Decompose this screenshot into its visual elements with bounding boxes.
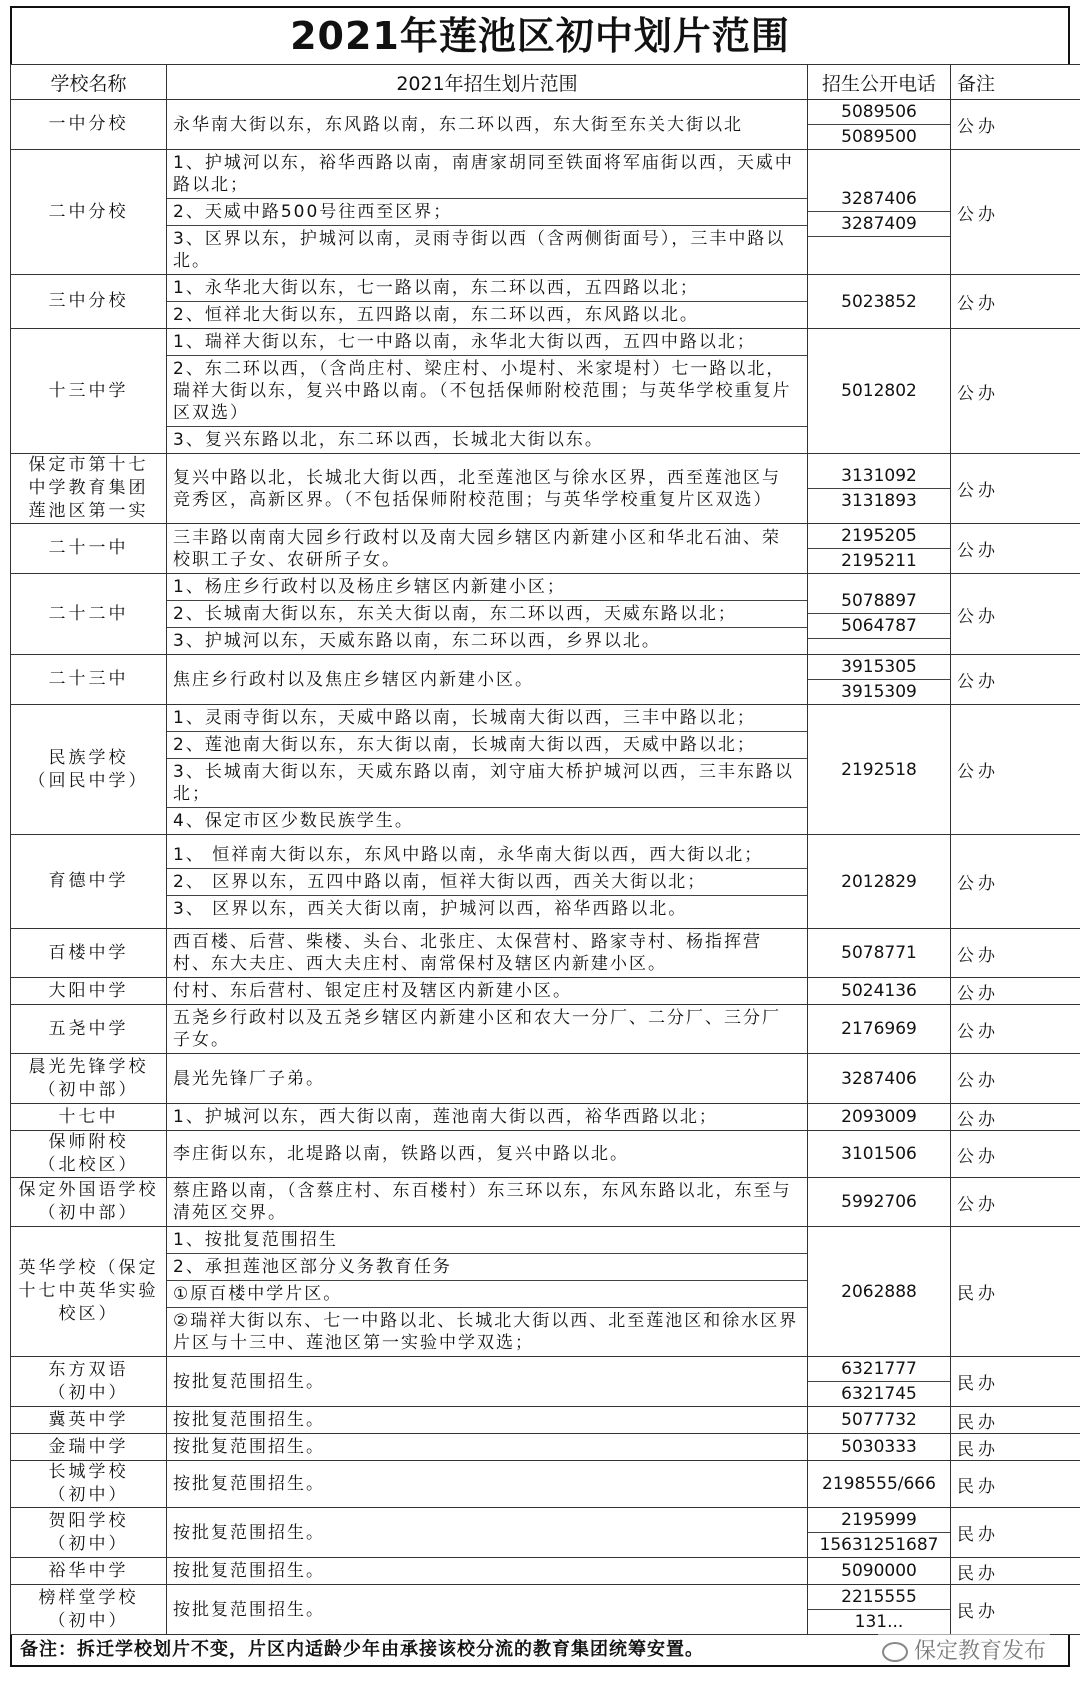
school-name-cell <box>11 655 167 705</box>
phone-number: 3131893 <box>841 491 917 511</box>
phone-number: 131... <box>854 1612 904 1632</box>
school-name-line: （初中） <box>48 1610 129 1631</box>
school-name-cell <box>11 1357 167 1407</box>
range-item: 晨光先锋厂子弟。 <box>173 1068 325 1089</box>
range-cell <box>167 1131 808 1178</box>
school-name-line: 保师附校 <box>48 1132 129 1152</box>
school-name-line: 冀英中学 <box>48 1409 129 1430</box>
school-name-line: （初中部） <box>38 1079 139 1100</box>
range-item: 2、 区界以东，五四中路以南，恒祥大街以西，西关大街以北； <box>167 869 807 896</box>
note-cell: 民办 <box>951 1407 1080 1434</box>
school-name-cell <box>11 524 167 574</box>
school-name-line: 一中分校 <box>48 114 129 134</box>
school-name-line: 榜样堂学校 <box>38 1587 139 1608</box>
table-row <box>11 574 1080 655</box>
phone-number: 3287406 <box>808 187 950 212</box>
note-cell: 公办 <box>951 1005 1080 1054</box>
watermark-text: 保定教育发布 <box>913 1639 1046 1664</box>
school-name-line: 中学教育集团 <box>28 478 149 498</box>
table-row <box>11 978 1080 1005</box>
phone-number: 3131092 <box>808 464 950 489</box>
range-cell <box>167 150 808 275</box>
note-cell: 公办 <box>951 655 1080 705</box>
table-row <box>11 275 1080 329</box>
school-name-cell <box>11 454 167 524</box>
table-row <box>11 150 1080 275</box>
school-name-line: 莲池区第一实 <box>28 501 149 521</box>
phone-number: 5077732 <box>841 1410 917 1430</box>
phone-cell <box>808 929 951 978</box>
school-name-line: 三中分校 <box>48 291 129 311</box>
school-name-line: 二十二中 <box>48 603 129 624</box>
school-name-line: （初中） <box>48 1485 129 1505</box>
watermark <box>878 1634 1050 1665</box>
school-name-cell <box>11 1104 167 1131</box>
note-cell: 民办 <box>951 1227 1080 1357</box>
phone-number: 2093009 <box>841 1107 917 1127</box>
phone-number: 5089506 <box>808 100 950 125</box>
school-name-line: 东方双语 <box>48 1359 129 1380</box>
school-name-line: 二十三中 <box>48 669 129 689</box>
phone-cell <box>808 655 951 705</box>
table-row <box>11 1434 1080 1461</box>
range-cell <box>167 1357 808 1407</box>
phone-number: 3915305 <box>808 655 950 680</box>
zoning-table <box>10 64 1080 1635</box>
phone-number: 3287409 <box>808 212 950 237</box>
phone-cell <box>808 835 951 929</box>
header-note: 备注 <box>951 65 1080 100</box>
range-cell <box>167 454 808 524</box>
phone-cell <box>808 1104 951 1131</box>
table-row <box>11 705 1080 835</box>
phone-cell <box>808 1558 951 1585</box>
school-name-cell <box>11 1508 167 1558</box>
school-name-line: 长城学校 <box>48 1462 129 1482</box>
school-name-cell <box>11 978 167 1005</box>
table-header-row <box>11 65 1080 100</box>
school-name-cell <box>11 1558 167 1585</box>
school-name-cell <box>11 1585 167 1635</box>
range-item: 按批复范围招生。 <box>173 1410 325 1430</box>
phone-cell <box>808 1178 951 1227</box>
range-item: 永华南大街以东，东风路以南，东二环以西，东大街至东关大街以北 <box>173 114 743 135</box>
note-cell: 民办 <box>951 1357 1080 1407</box>
table-row <box>11 1508 1080 1558</box>
range-item: ②瑞祥大街以东、七一中路以北、长城北大街以西、北至莲池区和徐水区界片区与十三中、莲池区第一实验中学双选； <box>173 1311 799 1353</box>
range-item: 2、承担莲池区部分义务教育任务 <box>167 1254 807 1281</box>
range-cell <box>167 1178 808 1227</box>
range-cell <box>167 1434 808 1461</box>
note-cell: 公办 <box>951 275 1080 329</box>
note-cell: 公办 <box>951 978 1080 1005</box>
range-item: 3、护城河以东，天威东路以南，东二环以西，乡界以北。 <box>173 631 661 651</box>
school-name-cell <box>11 100 167 150</box>
phone-number: 3915309 <box>841 682 917 702</box>
range-cell <box>167 1558 808 1585</box>
range-item: 李庄街以东，北堤路以南，铁路以西，复兴中路以北。 <box>173 1144 629 1164</box>
school-name-cell <box>11 835 167 929</box>
phone-number: 2215555 <box>808 1585 950 1610</box>
document-page <box>10 6 1070 1667</box>
range-cell <box>167 1585 808 1635</box>
range-item: 按批复范围招生。 <box>173 1371 325 1392</box>
school-name-line: 百楼中学 <box>48 942 129 963</box>
table-row <box>11 1131 1080 1178</box>
phone-number: 2198555/666 <box>822 1474 936 1494</box>
table-row <box>11 1558 1080 1585</box>
table-row <box>11 454 1080 524</box>
table-row <box>11 655 1080 705</box>
phone-number: 6321745 <box>841 1384 917 1404</box>
table-row <box>11 1005 1080 1054</box>
phone-cell <box>808 705 951 835</box>
phone-cell <box>808 1227 951 1357</box>
phone-cell <box>808 574 951 655</box>
range-item: 3、长城南大街以东，天威东路以南，刘守庙大桥护城河以西，三丰东路以北； <box>167 759 807 808</box>
range-cell <box>167 1407 808 1434</box>
school-name-line: （北校区） <box>38 1155 139 1175</box>
range-item: 按批复范围招生。 <box>173 1561 325 1581</box>
school-name-cell <box>11 929 167 978</box>
note-cell: 公办 <box>951 150 1080 275</box>
note-cell: 公办 <box>951 100 1080 150</box>
note-cell: 民办 <box>951 1558 1080 1585</box>
phone-number: 2062888 <box>841 1281 917 1302</box>
school-name-line: 大阳中学 <box>48 980 129 1001</box>
range-cell <box>167 978 808 1005</box>
range-cell <box>167 705 808 835</box>
note-cell: 公办 <box>951 835 1080 929</box>
note-cell: 民办 <box>951 1585 1080 1635</box>
table-row <box>11 1461 1080 1508</box>
table-row <box>11 1357 1080 1407</box>
range-item: 按批复范围招生。 <box>173 1437 325 1457</box>
phone-cell <box>808 1131 951 1178</box>
school-name-cell <box>11 574 167 655</box>
phone-number: 3101506 <box>841 1144 917 1164</box>
phone-cell <box>808 1461 951 1508</box>
range-item: 2、莲池南大街以东，东大街以南，长城南大街以西，天威中路以北； <box>167 732 807 759</box>
phone-number: 5024136 <box>841 981 917 1001</box>
school-name-line: 贺阳学校 <box>48 1510 129 1531</box>
note-cell: 公办 <box>951 1178 1080 1227</box>
school-name-line: 保定外国语学校 <box>18 1180 159 1200</box>
phone-cell <box>808 454 951 524</box>
range-item: 1、按批复范围招生 <box>167 1227 807 1254</box>
range-cell <box>167 929 808 978</box>
table-row <box>11 100 1080 150</box>
phone-number: 2195999 <box>808 1508 950 1533</box>
range-item: 1、护城河以东，西大街以南，莲池南大街以西，裕华西路以北； <box>173 1107 718 1127</box>
phone-number: 2195205 <box>808 524 950 549</box>
range-cell <box>167 329 808 454</box>
header-phone: 招生公开电话 <box>808 65 951 100</box>
page-title: 2021年莲池区初中划片范围 <box>10 6 1070 64</box>
range-cell <box>167 1005 808 1054</box>
phone-cell <box>808 150 951 275</box>
phone-number: 3287406 <box>841 1068 917 1089</box>
school-name-line: 十三中学 <box>48 380 129 401</box>
school-name-line: 二十一中 <box>48 538 129 558</box>
range-item: 3、区界以东，护城河以南，灵雨寺街以西（含两侧街面号），三丰中路以北。 <box>173 229 786 271</box>
range-item: 西百楼、后营、柴楼、头台、北张庄、太保营村、路家寺村、杨指挥营村、东大夫庄、西大夫庄村、南常保村及辖区内新建小区。 <box>173 932 762 974</box>
range-item: 五尧乡行政村以及五尧乡辖区内新建小区和农大一分厂、二分厂、三分厂子女。 <box>173 1008 781 1050</box>
phone-number: 2192518 <box>841 759 917 780</box>
table-row <box>11 1178 1080 1227</box>
range-cell <box>167 1508 808 1558</box>
range-item: 焦庄乡行政村以及焦庄乡辖区内新建小区。 <box>173 669 534 690</box>
school-name-line: （初中） <box>48 1533 129 1554</box>
school-name-cell <box>11 1131 167 1178</box>
school-name-cell <box>11 1005 167 1054</box>
phone-cell <box>808 1407 951 1434</box>
school-name-line: 金瑞中学 <box>48 1436 129 1457</box>
range-item: 按批复范围招生。 <box>173 1474 325 1494</box>
range-cell <box>167 835 808 929</box>
school-name-line: 晨光先锋学校 <box>28 1056 149 1077</box>
range-item: 2、长城南大街以东，东关大街以南，东二环以西，天威东路以北； <box>167 601 807 628</box>
phone-cell <box>808 524 951 574</box>
range-item: 按批复范围招生。 <box>173 1599 325 1620</box>
range-item: 1、灵雨寺街以东，天威中路以南，长城南大街以西，三丰中路以北； <box>167 705 807 732</box>
phone-number: 5012802 <box>841 381 917 401</box>
table-body <box>11 100 1080 1635</box>
range-cell <box>167 100 808 150</box>
range-item: 三丰路以南南大园乡行政村以及南大园乡辖区内新建小区和华北石油、荣校职工子女、农研所子女。 <box>173 527 781 570</box>
phone-cell <box>808 1054 951 1104</box>
table-row <box>11 524 1080 574</box>
note-cell: 民办 <box>951 1508 1080 1558</box>
school-name-cell <box>11 150 167 275</box>
phone-number: 2012829 <box>841 871 917 892</box>
note-cell: 民办 <box>951 1461 1080 1508</box>
school-name-cell <box>11 1054 167 1104</box>
range-item: 按批复范围招生。 <box>173 1522 325 1543</box>
range-item: 2、天威中路500号往西至区界； <box>167 199 807 226</box>
note-cell: 公办 <box>951 574 1080 655</box>
range-item: 1、杨庄乡行政村以及杨庄乡辖区内新建小区； <box>167 574 807 601</box>
note-cell: 公办 <box>951 705 1080 835</box>
phone-number: 5078897 <box>808 589 950 614</box>
school-name-cell <box>11 1227 167 1357</box>
range-item: 蔡庄路以南，（含蔡庄村、东百楼村）东三环以东，东风东路以北，东至与清苑区交界。 <box>173 1181 792 1223</box>
phone-cell <box>808 329 951 454</box>
note-cell: 公办 <box>951 524 1080 574</box>
phone-cell <box>808 1434 951 1461</box>
table-row <box>11 929 1080 978</box>
phone-number: 5078771 <box>841 943 917 963</box>
table-row <box>11 329 1080 454</box>
phone-number: 5030333 <box>841 1437 917 1457</box>
phone-number: 5992706 <box>841 1192 917 1212</box>
range-cell <box>167 655 808 705</box>
range-cell <box>167 1461 808 1508</box>
phone-cell <box>808 1005 951 1054</box>
school-name-cell <box>11 275 167 329</box>
phone-cell <box>808 978 951 1005</box>
range-item: 2、恒祥北大街以东，五四路以南，东二环以西，东风路以北。 <box>173 305 699 325</box>
range-cell <box>167 574 808 655</box>
phone-cell <box>808 1357 951 1407</box>
school-name-line: 英华学校（保定 <box>18 1258 159 1278</box>
range-item: 2、东二环以西，（含尚庄村、梁庄村、小堤村、米家堤村）七一路以北，瑞祥大街以东，复兴中路以南。（不包括保师附校范围；与英华学校重复片区双选） <box>167 356 807 427</box>
range-item: ①原百楼中学片区。 <box>167 1281 807 1308</box>
table-row <box>11 1407 1080 1434</box>
school-name-line: 民族学校 <box>48 747 129 768</box>
school-name-line: 十七中 <box>58 1106 119 1127</box>
footer-note: 备注：拆迁学校划片不变，片区内适龄少年由承接该校分流的教育集团统筹安置。 <box>10 1635 1070 1667</box>
table-row <box>11 835 1080 929</box>
school-name-cell <box>11 329 167 454</box>
range-cell <box>167 1054 808 1104</box>
table-row <box>11 1585 1080 1635</box>
phone-number: 5089500 <box>841 127 917 147</box>
table-row <box>11 1104 1080 1131</box>
phone-number: 6321777 <box>808 1357 950 1382</box>
note-cell: 公办 <box>951 929 1080 978</box>
note-cell: 民办 <box>951 1434 1080 1461</box>
phone-number: 5090000 <box>841 1561 917 1581</box>
header-school: 学校名称 <box>11 65 167 100</box>
school-name-cell <box>11 1461 167 1508</box>
school-name-line: （初中部） <box>38 1203 139 1223</box>
phone-cell <box>808 275 951 329</box>
wechat-icon <box>882 1642 908 1662</box>
school-name-line: 五尧中学 <box>48 1018 129 1039</box>
range-cell <box>167 275 808 329</box>
range-item: 1、 恒祥南大街以东，东风中路以南，永华南大街以西，西大街以北； <box>167 842 807 869</box>
school-name-cell <box>11 1407 167 1434</box>
note-cell: 公办 <box>951 1131 1080 1178</box>
phone-number: 2176969 <box>841 1019 917 1039</box>
school-name-cell <box>11 1178 167 1227</box>
range-item: 付村、东后营村、银定庄村及辖区内新建小区。 <box>173 981 572 1001</box>
header-range: 2021年招生划片范围 <box>167 65 808 100</box>
note-cell: 公办 <box>951 1054 1080 1104</box>
range-item: 3、 区界以东，西关大街以南，护城河以西，裕华西路以北。 <box>173 898 688 919</box>
school-name-line: 十七中英华实验 <box>18 1281 159 1301</box>
school-name-line: 保定市第十七 <box>28 455 149 475</box>
school-name-line: 二中分校 <box>48 201 129 222</box>
note-cell: 公办 <box>951 454 1080 524</box>
note-cell: 公办 <box>951 1104 1080 1131</box>
range-item: 1、瑞祥大街以东，七一中路以南，永华北大街以西，五四中路以北； <box>167 329 807 356</box>
phone-number: 5064787 <box>808 614 950 639</box>
phone-cell <box>808 1585 951 1635</box>
phone-cell <box>808 1508 951 1558</box>
phone-number: 15631251687 <box>819 1535 939 1555</box>
school-name-line: （初中） <box>48 1382 129 1403</box>
range-item: 3、复兴东路以北，东二环以西，长城北大街以东。 <box>173 430 604 450</box>
phone-number: 2195211 <box>841 551 917 571</box>
note-cell: 公办 <box>951 329 1080 454</box>
range-item: 复兴中路以北，长城北大街以西，北至莲池区与徐水区界，西至莲池区与竞秀区，高新区界。（不包括保师附校范围；与英华学校重复片区双选） <box>173 467 781 510</box>
school-name-cell <box>11 705 167 835</box>
range-item: 1、护城河以东，裕华西路以南，南唐家胡同至铁面将军庙街以西，天威中路以北； <box>167 150 807 199</box>
table-row <box>11 1054 1080 1104</box>
school-name-cell <box>11 1434 167 1461</box>
school-name-line: 校区） <box>58 1304 119 1324</box>
phone-cell <box>808 100 951 150</box>
table-row <box>11 1227 1080 1357</box>
phone-number: 5023852 <box>841 291 917 312</box>
school-name-line: （回民中学） <box>28 770 149 791</box>
range-cell <box>167 1227 808 1357</box>
range-cell <box>167 524 808 574</box>
school-name-line: 裕华中学 <box>48 1560 129 1581</box>
range-cell <box>167 1104 808 1131</box>
range-item: 1、永华北大街以东，七一路以南，东二环以西，五四路以北； <box>167 275 807 302</box>
school-name-line: 育德中学 <box>48 871 129 891</box>
range-item: 4、保定市区少数民族学生。 <box>173 811 414 831</box>
